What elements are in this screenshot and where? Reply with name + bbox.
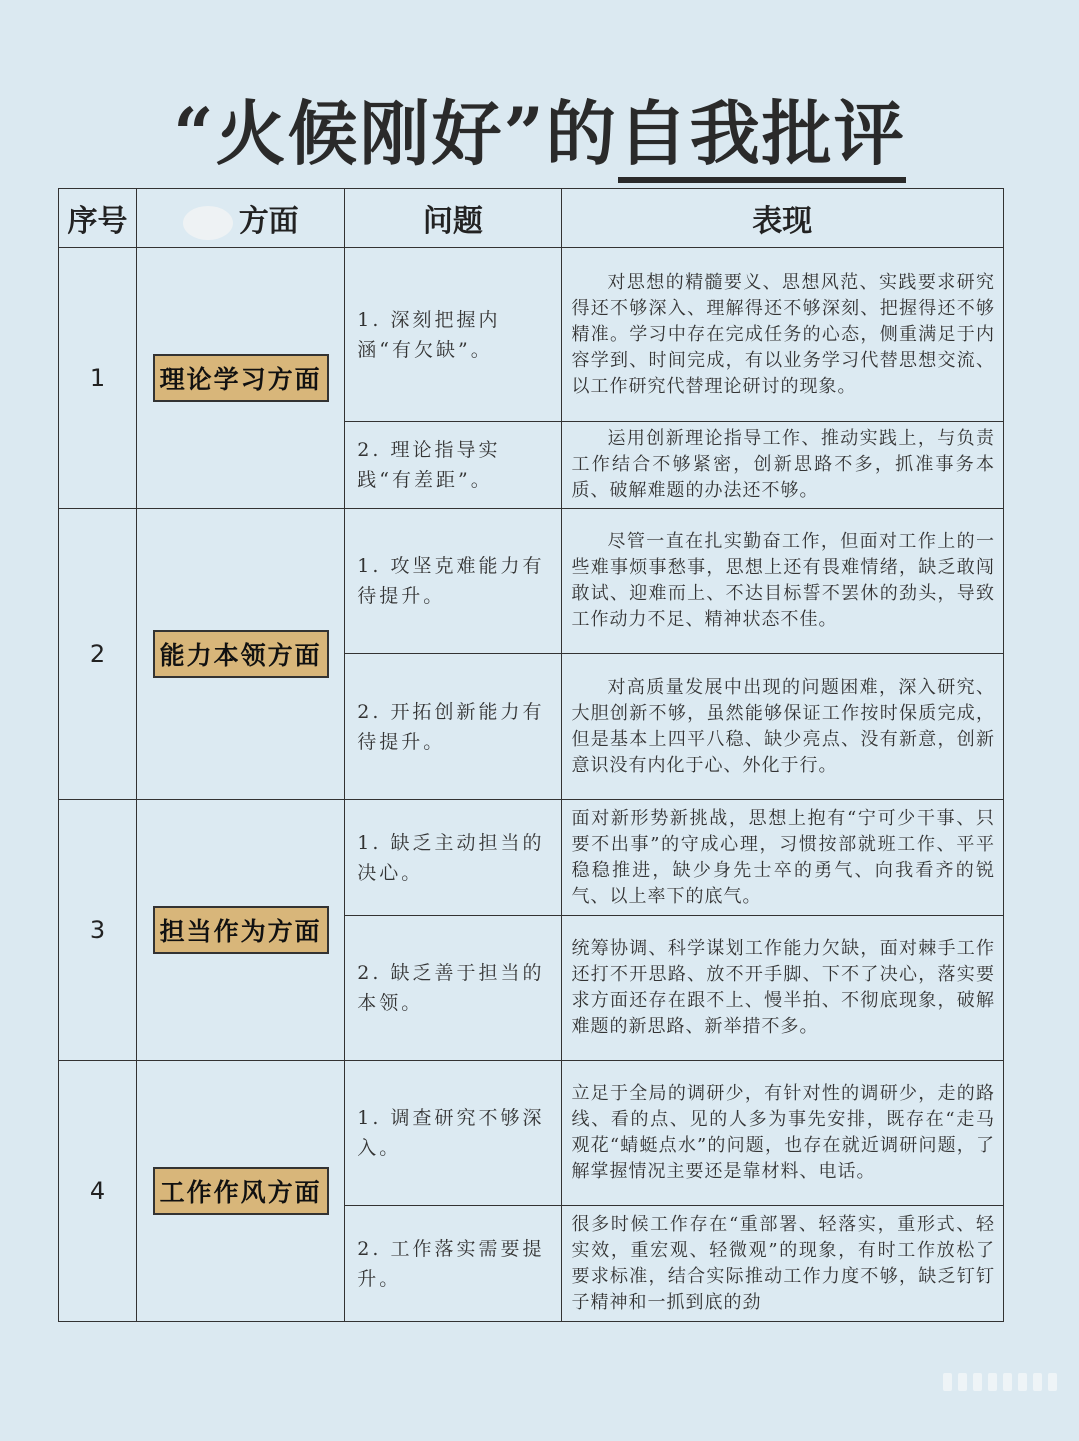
aspect-cell (137, 509, 345, 800)
show-cell: 尽管一直在扎实勤奋工作，但面对工作上的一些难事烦事愁事，思想上还有畏难情绪，缺乏敢闯敢试、迎难而上、不达目标誓不罢休的劲头，导致工作动力不足、精神状态不佳。 (561, 509, 1003, 654)
title-part1: “火候刚好”的 (173, 92, 618, 175)
header-no: 序号 (59, 189, 137, 248)
sticker-icon (183, 206, 233, 240)
show-cell: 立足于全局的调研少，有针对性的调研少，走的路线、看的点、见的人多为事先安排，既存在“走马观花“蜻蜓点水”的问题，也存在就近调研问题，了解掌握情况主要还是靠材料、电话。 (561, 1061, 1003, 1206)
aspect-cell (137, 800, 345, 1061)
row-number: 2 (59, 509, 137, 800)
header-issue: 问题 (345, 189, 561, 248)
issue-cell: 1. 缺乏主动担当的决心。 (345, 800, 561, 916)
aspect-cell (137, 1061, 345, 1322)
watermark (943, 1373, 1057, 1391)
table-row (59, 248, 1004, 422)
issue-cell: 2. 开拓创新能力有待提升。 (345, 654, 561, 800)
row-number: 1 (59, 248, 137, 509)
show-cell: 对高质量发展中出现的问题困难，深入研究、大胆创新不够，虽然能够保证工作按时保质完成，但是基本上四平八稳、缺少亮点、没有新意，创新意识没有内化于心、外化于行。 (561, 654, 1003, 800)
page-title (0, 78, 1079, 179)
header-aspect (137, 189, 345, 248)
table-row (59, 1061, 1004, 1206)
row-number: 3 (59, 800, 137, 1061)
show-cell: 统筹协调、科学谋划工作能力欠缺，面对棘手工作还打不开思路、放不开手脚、下不了决心，落实要求方面还存在跟不上、慢半拍、不彻底现象，破解难题的新思路、新举措不多。 (561, 916, 1003, 1061)
aspect-badge: 能力本领方面 (153, 630, 329, 678)
issue-cell: 2. 缺乏善于担当的本领。 (345, 916, 561, 1061)
show-cell: 对思想的精髓要义、思想风范、实践要求研究得还不够深入、理解得还不够深刻、把握得还不够精准。学习中存在完成任务的心态，侧重满足于内容学到、时间完成，有以业务学习代替思想交流、以工作研究代替理论研讨的现象。 (561, 248, 1003, 422)
aspect-badge: 理论学习方面 (153, 354, 329, 402)
show-cell: 很多时候工作存在“重部署、轻落实，重形式、轻实效，重宏观、轻微观”的现象，有时工作放松了要求标准，结合实际推动工作力度不够，缺乏钉钉子精神和一抓到底的劲 (561, 1206, 1003, 1322)
aspect-badge: 工作作风方面 (153, 1167, 329, 1215)
show-cell: 面对新形势新挑战，思想上抱有“宁可少干事、只要不出事”的守成心理，习惯按部就班工作、平平稳稳推进，缺少身先士卒的勇气、向我看齐的锐气、以上率下的底气。 (561, 800, 1003, 916)
aspect-cell (137, 248, 345, 509)
issue-cell: 1. 深刻把握内涵“有欠缺”。 (345, 248, 561, 422)
header-aspect-label: 方面 (238, 204, 299, 239)
issue-cell: 1. 攻坚克难能力有待提升。 (345, 509, 561, 654)
row-number: 4 (59, 1061, 137, 1322)
table-header-row (59, 189, 1004, 248)
self-criticism-table (58, 188, 1004, 1322)
title-part2: 自我批评 (618, 92, 906, 183)
table-row (59, 509, 1004, 654)
issue-cell: 2. 理论指导实践“有差距”。 (345, 422, 561, 509)
header-show: 表现 (561, 189, 1003, 248)
table-row (59, 800, 1004, 916)
issue-cell: 2. 工作落实需要提升。 (345, 1206, 561, 1322)
issue-cell: 1. 调查研究不够深入。 (345, 1061, 561, 1206)
aspect-badge: 担当作为方面 (153, 906, 329, 954)
show-cell: 运用创新理论指导工作、推动实践上，与负责工作结合不够紧密，创新思路不多，抓准事务本质、破解难题的办法还不够。 (561, 422, 1003, 509)
